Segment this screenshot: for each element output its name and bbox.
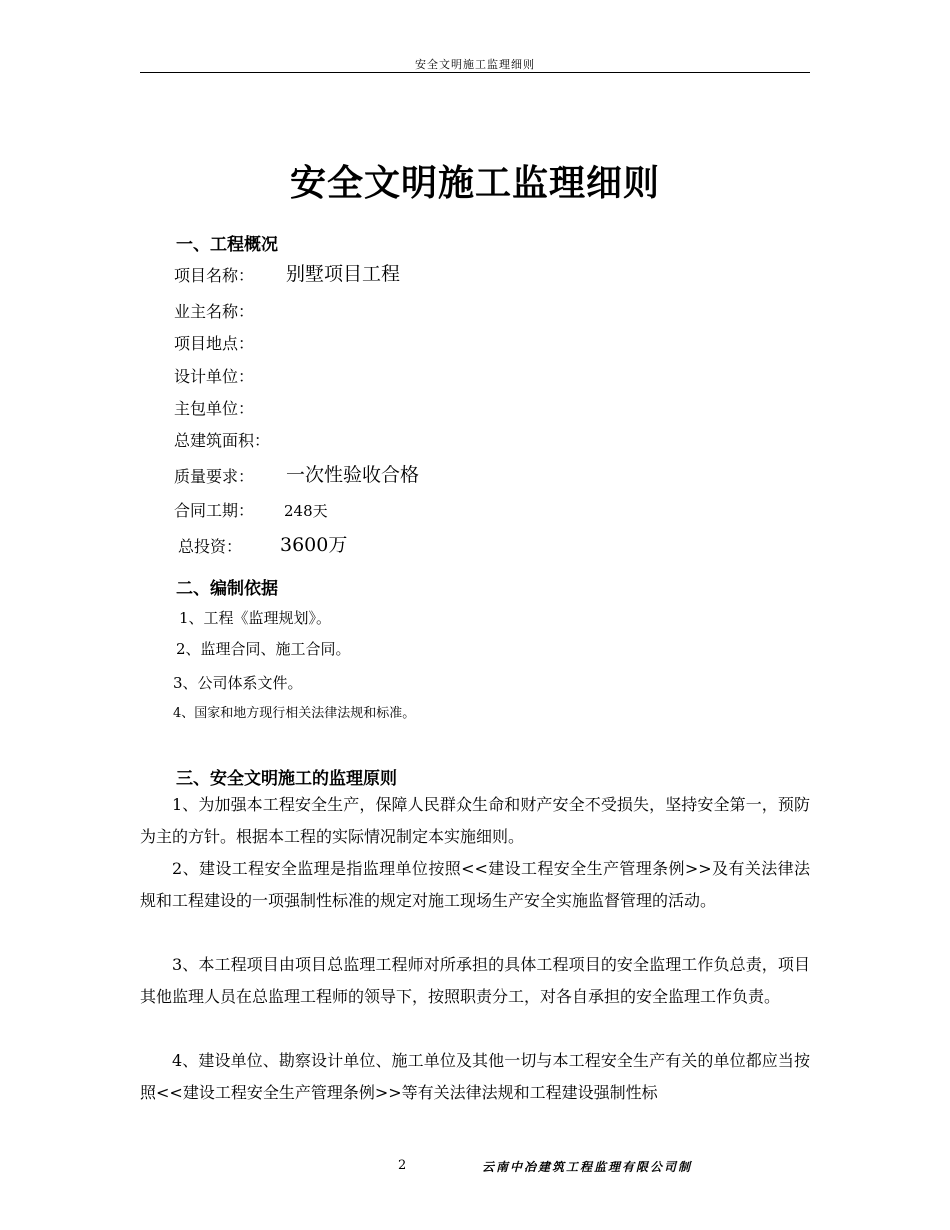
header-divider bbox=[140, 72, 810, 73]
document-title: 安全文明施工监理细则 bbox=[289, 163, 660, 204]
info-label: 业主名称： bbox=[174, 302, 255, 321]
principle-paragraph bbox=[140, 1045, 810, 1109]
info-value: 3600万 bbox=[280, 534, 348, 556]
info-row-duration bbox=[174, 501, 328, 521]
paragraph-text: 1、为加强本工程安全生产，保障人民群众生命和财产安全不受损失，坚持安全第一，预防为主的方针。根据本工程的实际情况制定本实施细则。 bbox=[140, 795, 810, 846]
basis-item: 3、公司体系文件。 bbox=[173, 674, 303, 692]
section-heading-overview: 一、工程概况 bbox=[176, 235, 278, 255]
info-label: 设计单位： bbox=[174, 367, 255, 386]
info-label: 总建筑面积： bbox=[174, 431, 271, 450]
footer-company: 云南中冶建筑工程监理有限公司制 bbox=[482, 1160, 693, 1174]
info-label: 总投资： bbox=[178, 537, 243, 556]
info-row-quality bbox=[174, 464, 420, 487]
info-value: 别墅项目工程 bbox=[286, 263, 401, 285]
info-row-floor-area bbox=[174, 431, 270, 451]
info-value: 一次性验收合格 bbox=[286, 464, 420, 486]
basis-item: 4、国家和地方现行相关法律法规和标准。 bbox=[173, 706, 416, 721]
paragraph-text: 2、建设工程安全监理是指监理单位按照<<建设工程安全生产管理条例>>及有关法律法规和工程建设的一项强制性标准的规定对施工现场生产安全实施监督管理的活动。 bbox=[140, 859, 810, 910]
info-row-project-name bbox=[174, 263, 401, 286]
info-row-location bbox=[174, 334, 254, 354]
section-heading-principles: 三、安全文明施工的监理原则 bbox=[176, 769, 397, 789]
running-header: 安全文明施工监理细则 bbox=[415, 58, 535, 71]
info-row-investment bbox=[178, 534, 348, 557]
info-row-owner bbox=[174, 302, 254, 322]
info-label: 合同工期： bbox=[174, 501, 255, 520]
info-label: 质量要求： bbox=[174, 467, 255, 486]
info-label: 项目地点： bbox=[174, 334, 255, 353]
info-label: 主包单位： bbox=[174, 399, 255, 418]
basis-item: 2、监理合同、施工合同。 bbox=[176, 640, 351, 658]
info-row-designer bbox=[174, 367, 254, 387]
section-heading-basis: 二、编制依据 bbox=[176, 579, 278, 599]
paragraph-text: 3、本工程项目由项目总监理工程师对所承担的具体工程项目的安全监理工作负总责，项目其他监理人员在总监理工程师的领导下，按照职责分工，对各自承担的安全监理工作负责。 bbox=[140, 955, 810, 1006]
info-row-main-contractor bbox=[174, 399, 254, 419]
info-label: 项目名称： bbox=[174, 266, 255, 285]
page-number: 2 bbox=[398, 1158, 407, 1173]
info-value: 248天 bbox=[284, 502, 328, 520]
paragraph-text: 4、建设单位、勘察设计单位、施工单位及其他一切与本工程安全生产有关的单位都应当按照<<建设工程安全生产管理条例>>等有关法律法规和工程建设强制性标 bbox=[140, 1051, 810, 1102]
principle-paragraph bbox=[140, 789, 810, 853]
principle-paragraph bbox=[140, 949, 810, 1013]
principle-paragraph bbox=[140, 853, 810, 917]
basis-item: 1、工程《监理规划》。 bbox=[179, 609, 332, 627]
